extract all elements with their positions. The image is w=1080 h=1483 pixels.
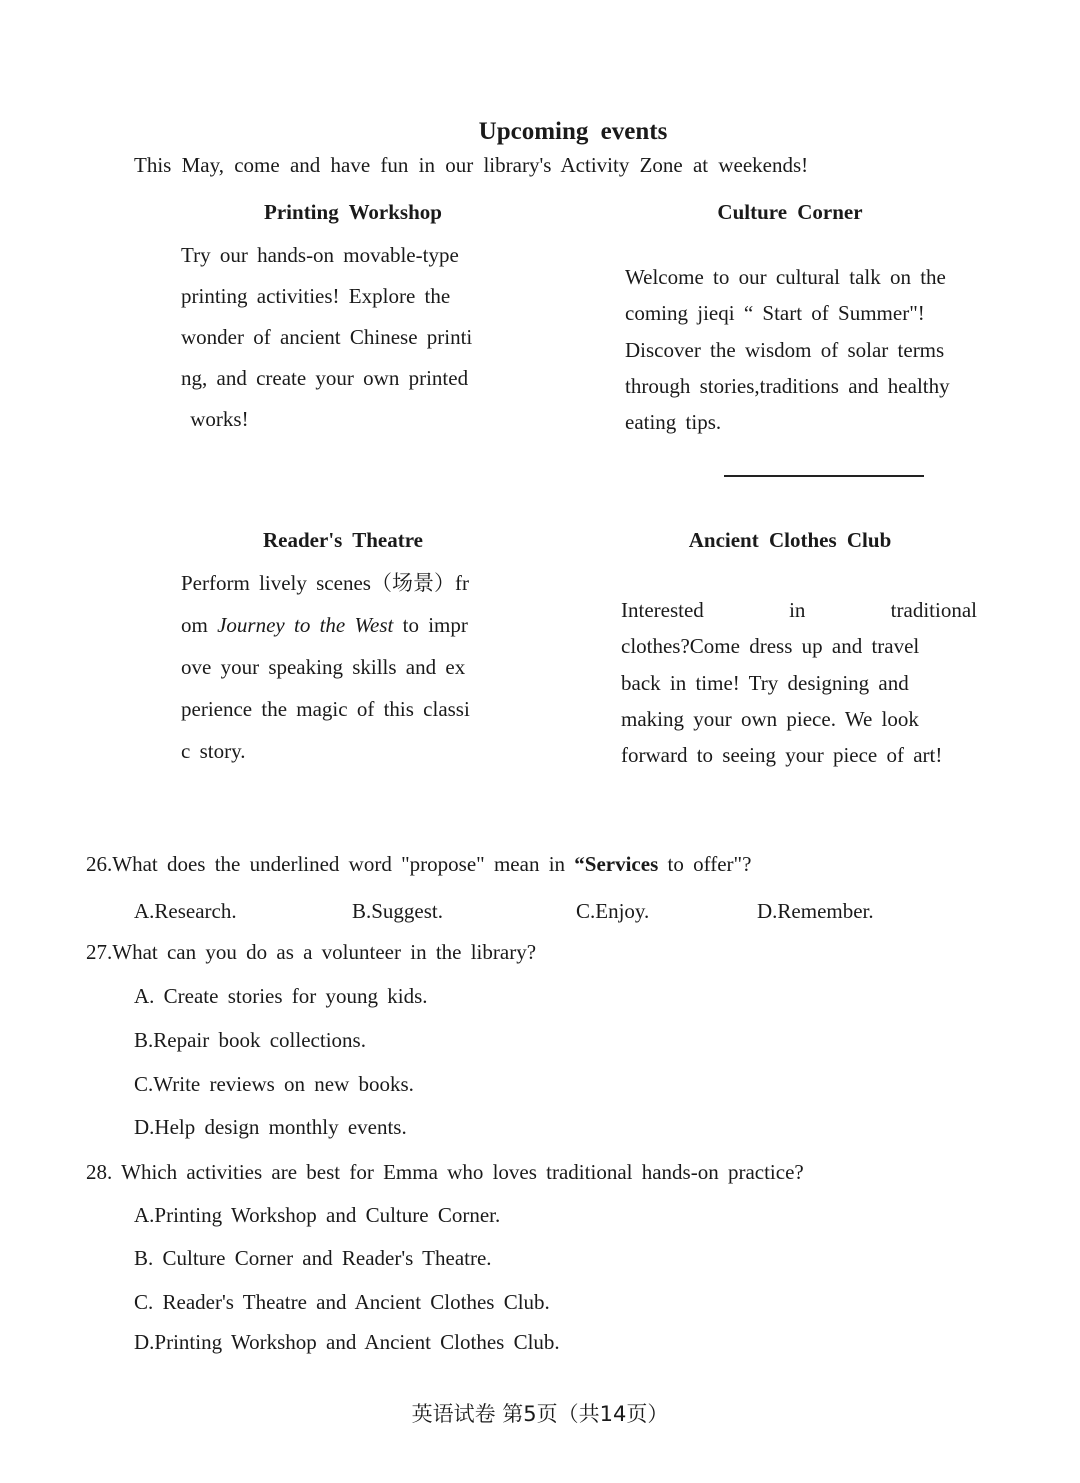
answer-blank-line: [724, 475, 924, 477]
body-line: works!: [181, 407, 249, 431]
printing-workshop-heading: Printing Workshop: [264, 200, 442, 224]
readers-theatre-heading: Reader's Theatre: [263, 528, 423, 552]
body-line: Perform lively scenes（场景）fr: [181, 571, 469, 595]
option-26c[interactable]: C.Enjoy.: [576, 899, 650, 923]
option-26d[interactable]: D.Remember.: [757, 899, 874, 923]
body-line: forward to seeing your piece of art!: [621, 743, 943, 768]
question-bold-text: “Services: [574, 852, 659, 876]
question-26: [86, 852, 751, 877]
ancient-clothes-club-heading: Ancient Clothes Club: [688, 528, 892, 552]
option-27a[interactable]: A. Create stories for young kids.: [134, 984, 428, 1008]
body-line: wonder of ancient Chinese printi: [181, 325, 473, 349]
body-line: clothes?Come dress up and travel: [621, 634, 920, 659]
option-28a[interactable]: A.Printing Workshop and Culture Corner.: [134, 1203, 501, 1227]
body-line: making your own piece. We look: [621, 706, 919, 731]
body-line: eating tips.: [625, 410, 722, 435]
question-text: 26.What does the underlined word "propose" mean in: [86, 852, 575, 876]
book-title: Journey to the West: [217, 613, 394, 637]
culture-corner-body: [625, 259, 980, 440]
body-line: [181, 604, 517, 646]
printing-workshop-body: [181, 235, 517, 440]
ancient-clothes-club-body: [621, 592, 977, 773]
page-footer: 英语试卷 第5页（共14页）: [411, 1402, 669, 1426]
body-line: through stories,traditions and healthy: [625, 373, 950, 398]
body-text: to impr: [402, 613, 468, 637]
question-text: to offer"?: [658, 852, 752, 876]
body-line: coming jieqi “ Start of Summer"!: [625, 301, 925, 326]
option-27c[interactable]: C.Write reviews on new books.: [134, 1072, 414, 1096]
option-27d[interactable]: D.Help design monthly events.: [134, 1115, 407, 1139]
question-27: 27.What can you do as a volunteer in the library?: [86, 940, 537, 964]
option-26a[interactable]: A.Research.: [134, 899, 237, 923]
option-26b[interactable]: B.Suggest.: [352, 899, 444, 923]
body-line: printing activities! Explore the: [181, 284, 451, 308]
body-line: Welcome to our cultural talk on the: [625, 265, 946, 289]
body-line: c story.: [181, 739, 246, 763]
culture-corner-heading: Culture Corner: [717, 200, 863, 224]
readers-theatre-body: [181, 562, 517, 772]
intro-text: This May, come and have fun in our library's Activity Zone at weekends!: [134, 153, 809, 177]
body-line: Discover the wisdom of solar terms: [625, 337, 945, 362]
body-line: Interested in traditional: [621, 598, 977, 622]
page-title: Upcoming events: [478, 118, 668, 145]
body-line: Try our hands-on movable-type: [181, 243, 459, 267]
body-line: perience the magic of this classi: [181, 697, 470, 721]
option-28b[interactable]: B. Culture Corner and Reader's Theatre.: [134, 1246, 492, 1270]
option-28c[interactable]: C. Reader's Theatre and Ancient Clothes Club.: [134, 1290, 550, 1314]
option-28d[interactable]: D.Printing Workshop and Ancient Clothes Club.: [134, 1330, 560, 1354]
option-27b[interactable]: B.Repair book collections.: [134, 1028, 366, 1052]
body-line: ng, and create your own printed: [181, 366, 469, 390]
body-line: ove your speaking skills and ex: [181, 655, 466, 679]
body-line: back in time! Try designing and: [621, 670, 909, 695]
body-text: om: [181, 613, 208, 637]
question-28: 28. Which activities are best for Emma who loves traditional hands-on practice?: [86, 1160, 804, 1184]
